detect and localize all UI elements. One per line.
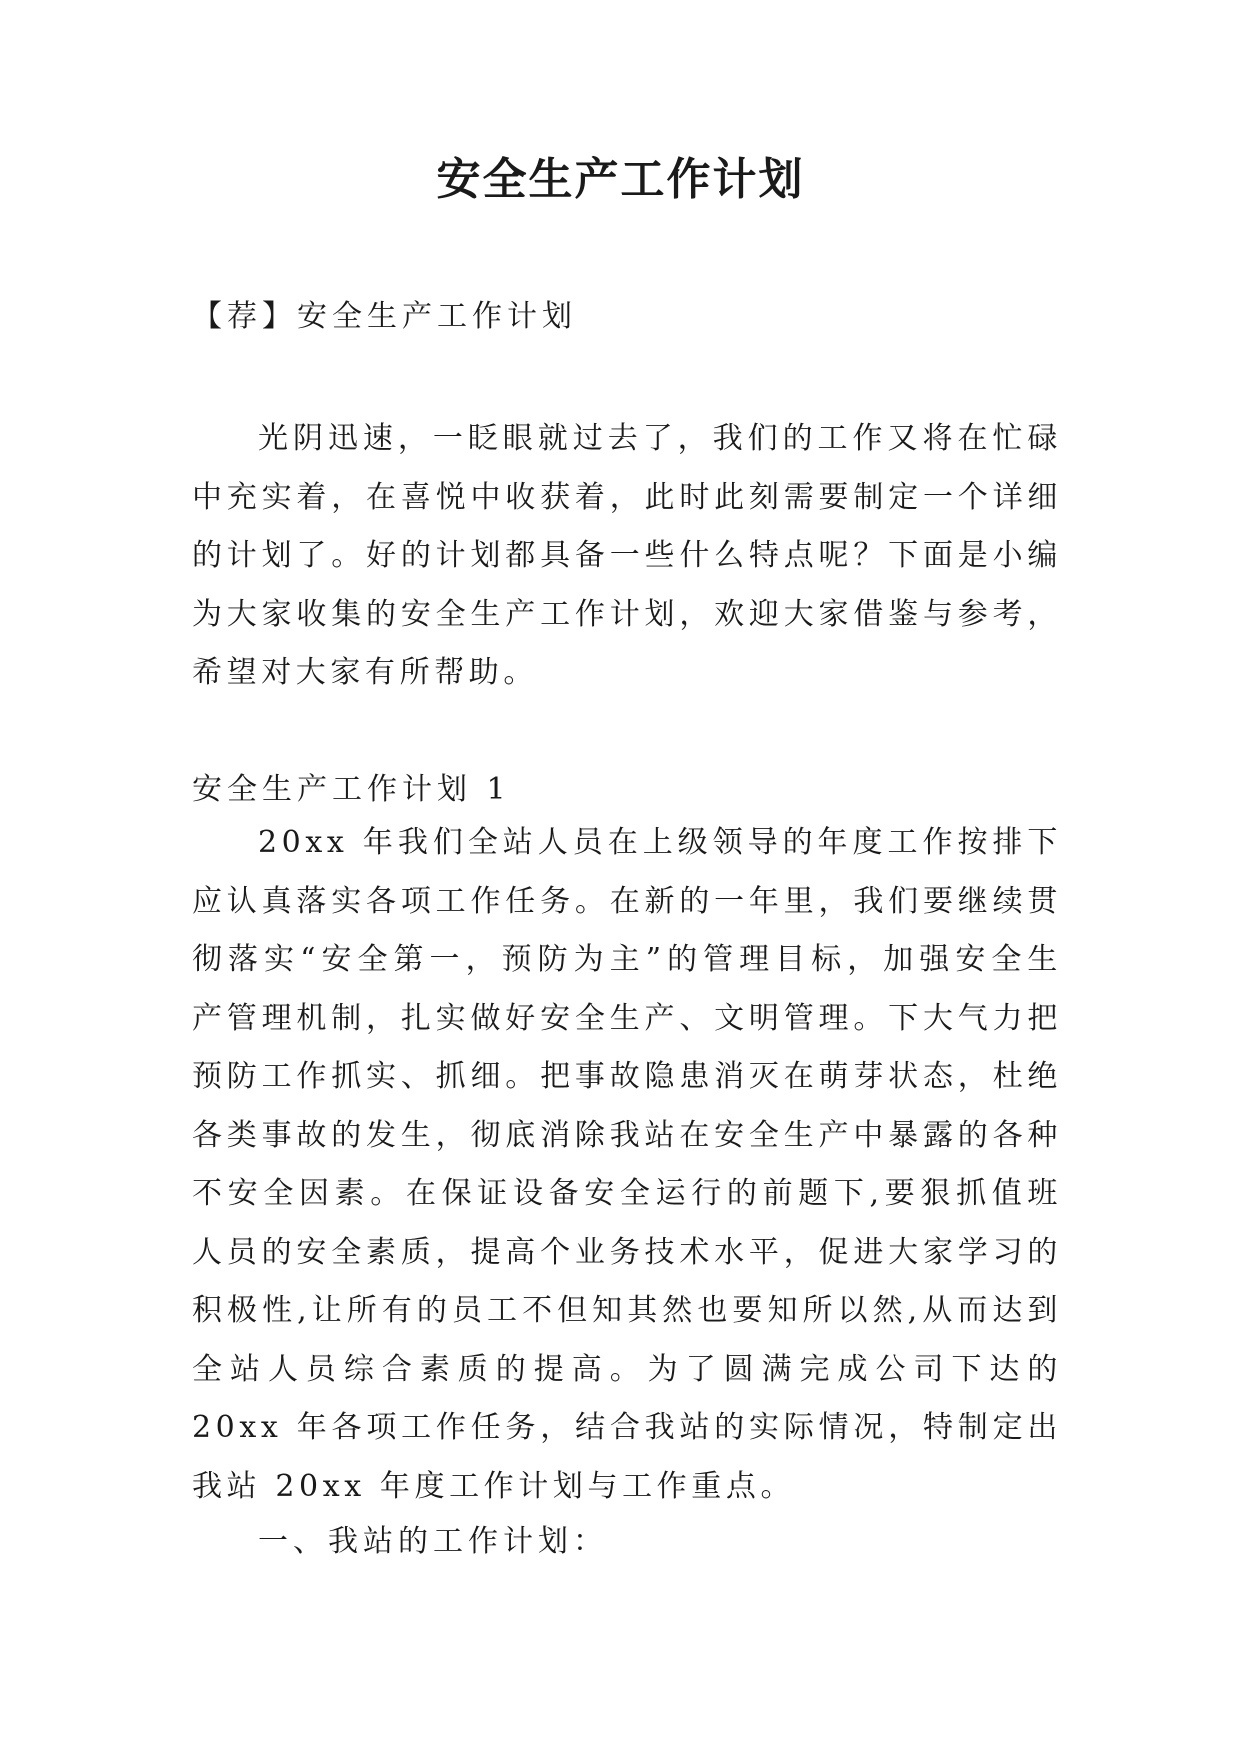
section-heading: 安全生产工作计划 1 <box>192 772 511 807</box>
section-body-paragraph: 20xx 年我们全站人员在上级领导的年度工作按排下应认真落实各项工作任务。在新的一年里，我们要继续贯彻落实“安全第一，预防为主”的管理目标，加强安全生产管理机制，扎实做好安全生产、文明管理。下大气力把预防工作抓实、抓细。把事故隐患消灭在萌芽状态，杜绝各类事故的发生，彻底消除我站在安全生产中暴露的各种不安全因素。在保证设备安全运行的前题下,要狠抓值班人员的安全素质，提高个业务技术水平，促进大家学习的积极性,让所有的员工不但知其然也要知所以然,从而达到全站人员综合素质的提高。为了圆满完成公司下达的 20xx 年各项工作任务，结合我站的实际情况，特制定出我站 20xx 年度工作计划与工作重点。 <box>192 825 1062 1504</box>
section-subheading: 一、我站的工作计划： <box>258 1524 608 1559</box>
document-subtitle: 【荐】安全生产工作计划 <box>192 299 577 334</box>
document-title: 安全生产工作计划 <box>436 154 805 205</box>
intro-paragraph: 光阴迅速，一眨眼就过去了，我们的工作又将在忙碌中充实着，在喜悦中收获着，此时此刻需要制定一个详细的计划了。好的计划都具备一些什么特点呢？下面是小编为大家收集的安全生产工作计划，欢迎大家借鉴与参考，希望对大家有所帮助。 <box>192 421 1062 690</box>
